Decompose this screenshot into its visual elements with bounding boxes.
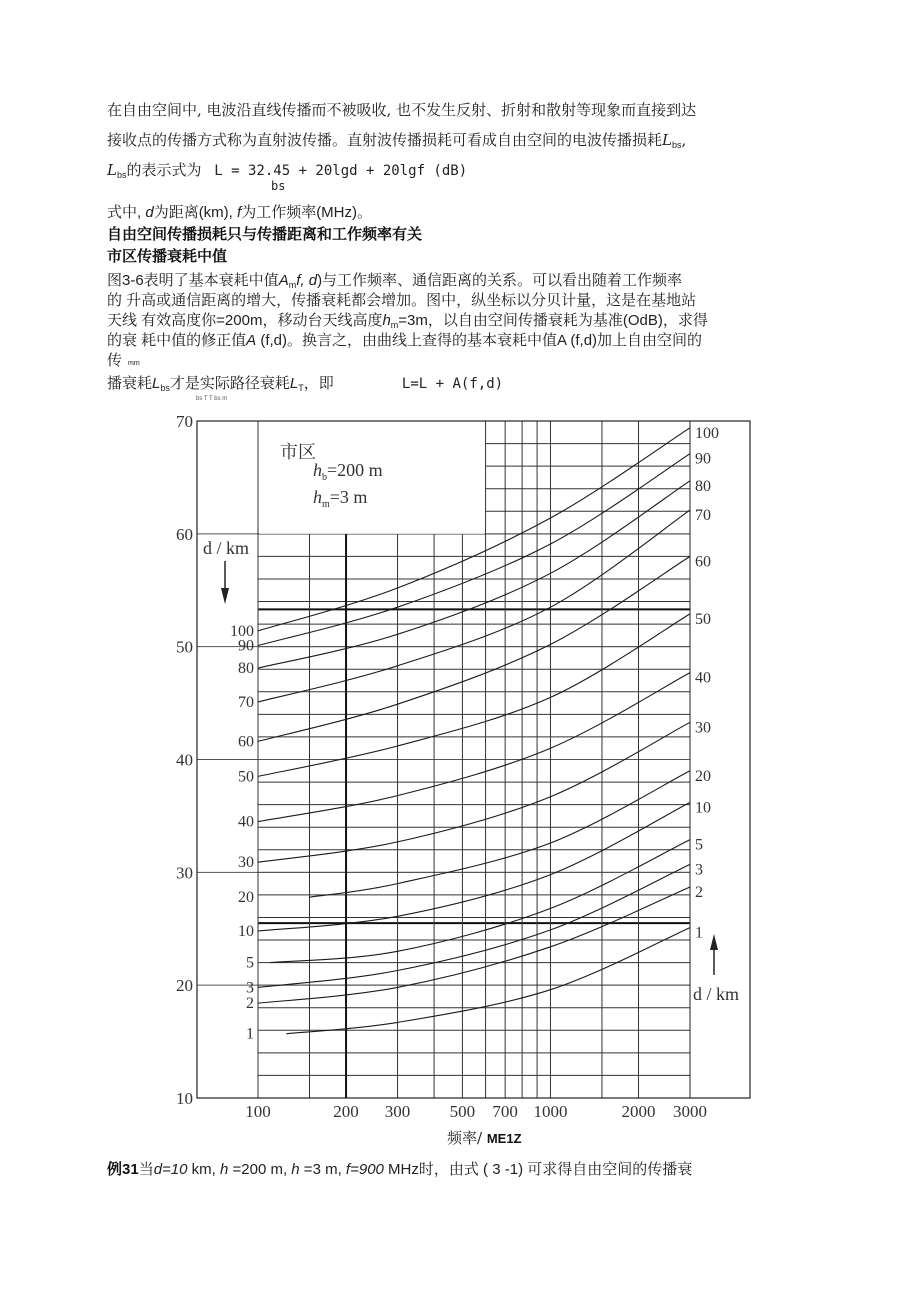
- right-legend-title: d / km: [693, 984, 740, 1004]
- left-curve-label: 40: [238, 813, 254, 831]
- right-curve-label: 30: [695, 719, 711, 737]
- right-curve-label: 40: [695, 669, 711, 687]
- sub-m: m: [288, 280, 297, 290]
- x-tick-label: 100: [245, 1102, 271, 1121]
- left-curve-label: 70: [238, 693, 254, 711]
- var-h: h: [220, 1161, 229, 1178]
- var-L: L: [107, 161, 117, 179]
- y-tick-label: 30: [176, 863, 193, 883]
- left-curve-label: 60: [238, 733, 254, 751]
- left-curve-label: 20: [238, 889, 254, 907]
- text: km,: [187, 1161, 220, 1178]
- curve-d-60km: [258, 556, 690, 741]
- left-curve-label: 80: [238, 660, 254, 678]
- right-curve-label: 20: [695, 767, 711, 785]
- text: 式中,: [107, 204, 146, 221]
- text: 的衰 耗中值的修正值: [107, 332, 247, 349]
- right-curve-label: 60: [695, 553, 711, 571]
- var-d: d: [153, 1161, 163, 1178]
- text: )与工作频率、通信距离的关系。可以看出随着工作频率: [317, 272, 683, 289]
- x-tick-labels: [245, 1102, 707, 1121]
- x-tick-label: 500: [449, 1102, 476, 1121]
- y-tick-label: 70: [176, 412, 193, 431]
- y-tick-label: 10: [176, 1089, 193, 1108]
- text: 传: [107, 352, 123, 369]
- formula: L=L + A(f,d): [401, 376, 504, 392]
- x-tick-label: 2000: [621, 1102, 656, 1121]
- right-curve-label: 10: [695, 799, 711, 817]
- right-curve-label: 80: [695, 477, 711, 495]
- var-fd: f, d: [296, 272, 318, 289]
- sub-bs: bs: [671, 140, 682, 150]
- text: 的表示式为: [126, 161, 202, 179]
- x-tick-label: 3000: [673, 1102, 707, 1121]
- text: (f,d)。换言之，由曲线上查得的基本衰耗中值A (f,d)加上自由空间的: [256, 332, 703, 349]
- inset-hb: $h_b=200$ m: [313, 460, 383, 483]
- down-arrow-icon: [221, 561, 229, 604]
- text: 天线 有效高度你=200m，移动台天线高度: [107, 312, 383, 329]
- text: =200 m,: [228, 1161, 292, 1178]
- curve-d-70km: [258, 510, 690, 702]
- curve-d-50km: [258, 614, 690, 777]
- value: =900: [350, 1161, 384, 1178]
- var-d: d: [145, 204, 154, 221]
- up-arrow-icon: [710, 934, 718, 975]
- right-curve-label: 2: [695, 884, 703, 902]
- paragraph1-line1: 在自由空间中, 电波沿直线传播而不被吸收, 也不发生反射、折射和散射等现象而直接到达: [107, 101, 697, 119]
- y-tick-label: 20: [176, 976, 193, 996]
- left-curve-label: 10: [238, 923, 254, 941]
- chart-inset: [259, 422, 485, 534]
- left-curve-label: 30: [238, 854, 254, 872]
- text: 为距离(km),: [153, 204, 238, 221]
- sub-T: T: [298, 383, 304, 393]
- curve-d-40km: [258, 673, 690, 822]
- text: =3 m,: [299, 1161, 346, 1178]
- text: MHz时，由式 ( 3 -1) 可求得自由空间的传播衰: [383, 1161, 693, 1178]
- text: 图3-6表明了基本衰耗中值: [107, 272, 279, 289]
- left-curve-labels: [230, 623, 254, 1043]
- y-tick-label: 40: [176, 750, 193, 770]
- left-curve-label: 5: [246, 954, 254, 972]
- left-curve-label: 1: [246, 1025, 254, 1043]
- left-curve-label: 90: [238, 637, 254, 655]
- left-curve-label: 50: [238, 768, 254, 786]
- x-tick-label: 200: [333, 1102, 359, 1121]
- formula-sub: bs: [271, 179, 286, 193]
- var-h: h: [382, 312, 391, 329]
- sub-m: m: [390, 320, 399, 330]
- inset-region: 市区: [280, 442, 316, 462]
- paragraph3-line2: 的 升高或通信距离的增大，传播衰耗都会增加。图中，纵坐标以分贝计量，这是在基地站: [107, 292, 697, 309]
- right-curve-label: 50: [695, 610, 711, 628]
- var-A: A: [246, 332, 257, 349]
- text: 为工作频率(MHz)。: [241, 204, 373, 221]
- right-curve-label: 5: [695, 836, 703, 854]
- right-curve-label: 90: [695, 450, 711, 468]
- var-L: L: [152, 375, 161, 392]
- curve-d-2km: [258, 887, 690, 1003]
- left-legend-title: d / km: [203, 538, 250, 558]
- var-f: f: [345, 1161, 351, 1178]
- var-L: L: [662, 131, 672, 149]
- curve-d-30km: [258, 722, 690, 862]
- y-tick-label: 60: [176, 524, 193, 544]
- right-curve-labels: [695, 425, 719, 942]
- var-L: L: [289, 375, 299, 392]
- stray-subscripts: bs T T bs m: [196, 396, 228, 402]
- left-curve-label: 100: [230, 622, 254, 640]
- example-label: 例31: [107, 1161, 139, 1178]
- heading-urban: 市区传播衰耗中值: [107, 248, 228, 265]
- text: 播衰耗: [107, 375, 153, 392]
- unit-label: ME1Z: [486, 1131, 522, 1146]
- x-tick-label: 700: [492, 1102, 518, 1121]
- example-line: [107, 1160, 692, 1180]
- right-curve-label: 1: [695, 924, 703, 942]
- var-h: h: [291, 1161, 300, 1178]
- value: =10: [162, 1161, 188, 1178]
- x-tick-label: 1000: [533, 1102, 568, 1121]
- text: =3m，以自由空间传播衰耗为基准(OdB)，求得: [398, 312, 708, 329]
- inset-hm: $h_m=3$ m: [313, 487, 368, 510]
- y-tick-label: 50: [176, 637, 193, 657]
- curve-d-5km: [270, 840, 690, 963]
- text: 才是实际路径衰耗: [169, 375, 290, 392]
- y-tick-labels: [176, 412, 193, 1108]
- x-axis-caption: [447, 1127, 522, 1148]
- text: 当: [138, 1161, 154, 1178]
- formula: L = 32.45 + 20lgd + 20lgf (dB): [214, 163, 468, 179]
- var-A: A: [278, 272, 289, 289]
- x-tick-label: 300: [384, 1102, 411, 1121]
- left-curve-label: 2: [246, 995, 254, 1013]
- sub-bs: bs: [116, 170, 127, 180]
- freq-label: 频率/: [447, 1129, 483, 1147]
- text: 接收点的传播方式称为直射波传播。直射波传播损耗可看成自由空间的电波传播损耗: [107, 131, 663, 149]
- comma: ,: [681, 131, 687, 149]
- sub-bs: bs: [160, 383, 170, 393]
- right-curve-label: 3: [695, 861, 703, 879]
- heading-free-space: 自由空间传播损耗只与传播距离和工作频率有关: [107, 226, 423, 243]
- left-curve-label: 3: [246, 979, 254, 997]
- var-f: f: [237, 204, 242, 221]
- right-curve-label: 100: [695, 424, 719, 442]
- right-curve-label: 70: [695, 507, 711, 525]
- text: ，即: [303, 375, 334, 392]
- small-text: mm: [128, 360, 140, 367]
